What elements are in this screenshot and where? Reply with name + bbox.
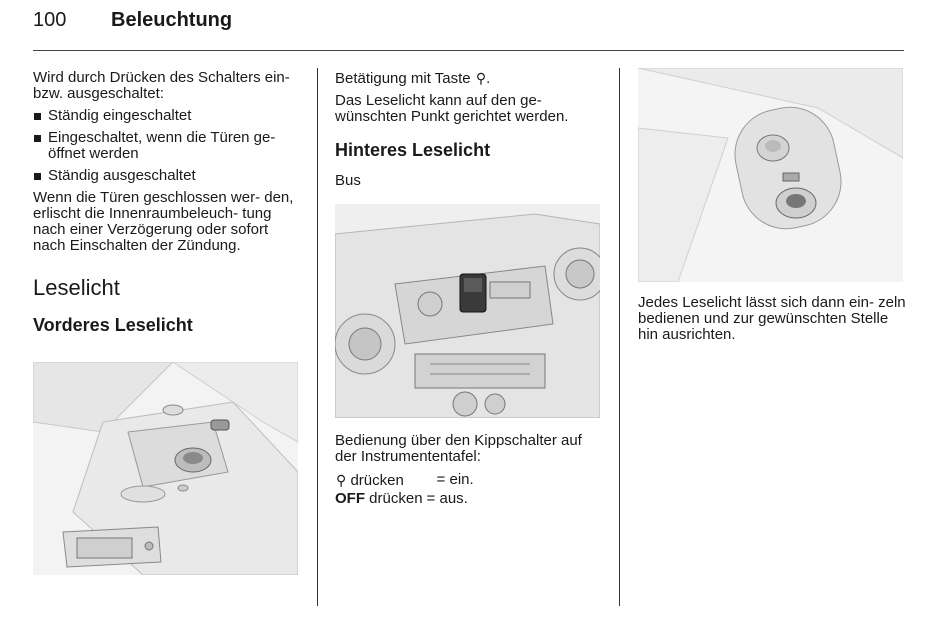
reading-lamp-icon: ⚲ [475,70,487,86]
button-operation-text: Betätigung mit Taste ⚲. [335,70,491,87]
column-1 [33,70,301,344]
chapter-title: Beleuchtung [111,9,233,31]
column-2 [335,70,607,197]
dashboard-switch-image [335,204,600,418]
column-divider-1 [317,68,318,606]
list-item: Ständig eingeschaltet [33,108,301,124]
column-3 [638,295,908,349]
section-title-leselicht: Leselicht [33,275,120,300]
list-item: Eingeschaltet, wenn die Türen ge- öffnet werden [33,130,301,162]
column-2-lower [335,433,607,508]
column-divider-2 [619,68,620,606]
reading-lamp-icon: ⚲ [336,472,347,488]
page-number: 100 [33,9,67,31]
switch-caption: Bedienung über den Kippschalter auf der Instrumententafel: [335,432,582,465]
individual-light-text: Jedes Leselicht lässt sich dann ein- zeln bedienen und zur gewünschten Stelle hin ausrichten. [638,294,906,343]
table-row: ⚲ drücken = ein. [336,471,474,489]
front-reading-light-image [33,362,298,575]
table-row: OFF drücken = aus. [335,490,468,507]
subsection-title-vorderes: Vorderes Leselicht [33,315,193,335]
subsection-title-hinteres: Hinteres Leselicht [335,140,491,160]
header-divider [33,50,904,51]
adjust-text: Das Leselicht kann auf den ge- wünschten Punkt gerichtet werden. [335,92,569,125]
list-item: Ständig ausgeschaltet [33,168,301,184]
switch-mode-list [33,108,301,184]
door-close-text: Wenn die Türen geschlossen wer- den, erlischt die Innenraumbeleuch- tung nach einer Verzögerung oder sofort nach Einschalten der Zündung. [33,189,294,254]
rear-reading-light-image [638,68,903,282]
switch-operations-table [335,471,474,508]
vehicle-type-label: Bus [335,172,361,189]
intro-text: Wird durch Drücken des Schalters ein- bzw. ausgeschaltet: [33,69,290,102]
